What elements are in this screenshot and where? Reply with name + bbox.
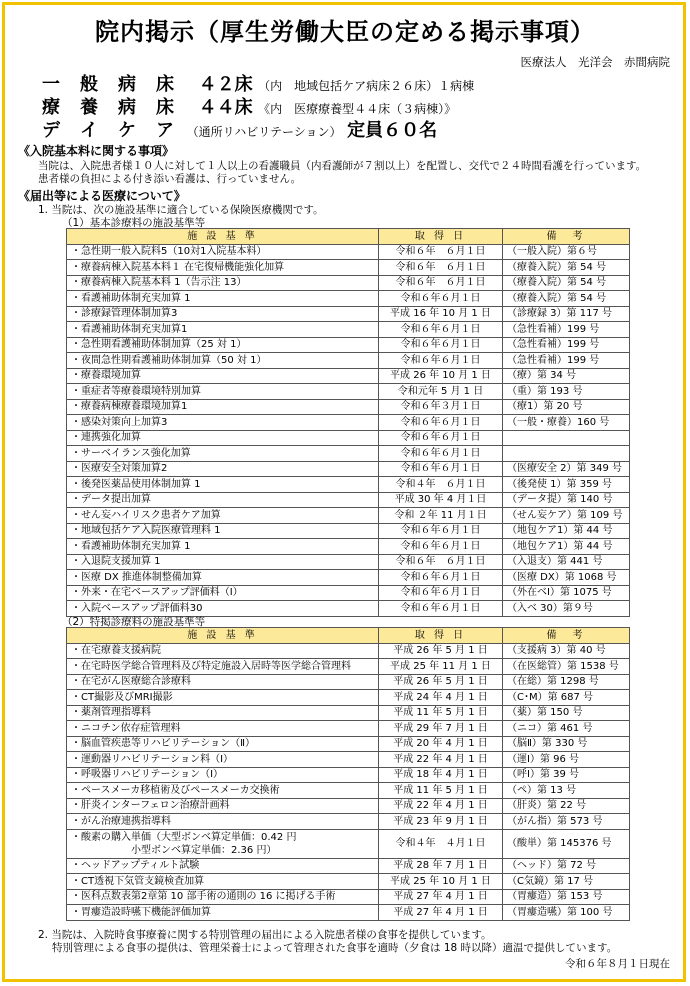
table-row bbox=[67, 889, 630, 905]
standard-cell: ・運動器リハビリテーション料（Ⅰ） bbox=[67, 752, 379, 768]
note-cell: （せん妄ケア）第 109 号 bbox=[503, 508, 630, 524]
table-row bbox=[67, 260, 630, 276]
note-cell: （ニコ）第 461 号 bbox=[503, 721, 630, 737]
standard-cell: ・CT撮影及びMRI撮影 bbox=[67, 690, 379, 706]
note-cell: （ヘッド）第 72 号 bbox=[503, 858, 630, 874]
date-cell: 平成 23 年 9 月 1 日 bbox=[379, 814, 503, 830]
header-note: 備 考 bbox=[503, 628, 630, 644]
table-row bbox=[67, 539, 630, 555]
note-cell: （ペ）第 13 号 bbox=[503, 783, 630, 799]
table-row bbox=[67, 399, 630, 415]
note-cell: （支援病 3）第 40 号 bbox=[503, 643, 630, 659]
header-date: 取 得 日 bbox=[379, 628, 503, 644]
date-cell: 令和６年６月１日 bbox=[379, 601, 503, 617]
standard-cell: ・ペースメーカ移植術及びペースメーカ交換術 bbox=[67, 783, 379, 799]
table-row bbox=[67, 829, 630, 858]
note-cell: （療養入院）第 54 号 bbox=[503, 260, 630, 276]
note-cell: （医療安全 2）第 349 号 bbox=[503, 461, 630, 477]
standard-cell: ・急性期一般入院料5（10対1入院基本料） bbox=[67, 244, 379, 260]
date-cell: 平成 22 年 4 月 1 日 bbox=[379, 798, 503, 814]
note-cell: （診療録 3）第 117 号 bbox=[503, 306, 630, 322]
table-row bbox=[67, 415, 630, 431]
table-row bbox=[67, 798, 630, 814]
table-row bbox=[67, 275, 630, 291]
date-cell: 令和６年 ６月１日 bbox=[379, 275, 503, 291]
note-cell: （急性看補）199 号 bbox=[503, 322, 630, 338]
note-cell: （がん指）第 573 号 bbox=[503, 814, 630, 830]
table-row bbox=[67, 874, 630, 890]
basic-table-title: （1）基本診療料の施設基準等 bbox=[62, 217, 206, 229]
standard-cell: ・療養病棟療養環境加算1 bbox=[67, 399, 379, 415]
header-date: 取 得 日 bbox=[379, 229, 503, 245]
date-cell: 平成 26 年 5 月 1 日 bbox=[379, 674, 503, 690]
standard-cell: ・薬剤管理指導料 bbox=[67, 705, 379, 721]
table-row bbox=[67, 814, 630, 830]
standard-cell: ・肝炎インターフェロン治療計画料 bbox=[67, 798, 379, 814]
header-standard: 施 設 基 準 bbox=[67, 628, 379, 644]
note-cell: （呼Ⅰ）第 39 号 bbox=[503, 767, 630, 783]
note-cell: （後発使 1）第 359 号 bbox=[503, 477, 630, 493]
inpatient-text-2: 患者様の負担による付き添い看護は、行っていません。 bbox=[38, 173, 302, 185]
standard-cell: ・がん治療連携指導料 bbox=[67, 814, 379, 830]
date-cell: 平成 16 年 10 月 1 日 bbox=[379, 306, 503, 322]
note-cell: （地包ケア1）第 44 号 bbox=[503, 523, 630, 539]
standard-cell: ・ニコチン依存症管理料 bbox=[67, 721, 379, 737]
daycare-label: デ イ ケ ア bbox=[42, 120, 175, 141]
date-cell: 平成 11 年 5 月 1 日 bbox=[379, 705, 503, 721]
date-cell: 平成 25 年 11 月 1 日 bbox=[379, 659, 503, 675]
note-cell: （療養入院）第 54 号 bbox=[503, 291, 630, 307]
table-row bbox=[67, 508, 630, 524]
date-cell: 令和６年６月１日 bbox=[379, 523, 503, 539]
standard-cell: ・入院ベースアップ評価料30 bbox=[67, 601, 379, 617]
table-row bbox=[67, 492, 630, 508]
standard-cell: ・胃瘻造設時嚥下機能評価加算 bbox=[67, 905, 379, 921]
note-cell: （外在ベⅠ）第 1075 号 bbox=[503, 585, 630, 601]
recuperative-bed-label: 療 養 病 床 bbox=[42, 97, 175, 118]
standard-cell bbox=[67, 829, 379, 858]
standard-cell: ・せん妄ハイリスク患者ケア加算 bbox=[67, 508, 379, 524]
standard-cell: ・在宅時医学総合管理料及び特定施設入居時等医学総合管理料 bbox=[67, 659, 379, 675]
table-row bbox=[67, 430, 630, 446]
date-cell: 令和６年６月１日 bbox=[379, 461, 503, 477]
standard-cell: ・急性期看護補助体制加算（25 対 1） bbox=[67, 337, 379, 353]
date-cell: 平成 20 年 4 月 1 日 bbox=[379, 736, 503, 752]
date-cell: 令和６年 ６月１日 bbox=[379, 260, 503, 276]
standard-cell: ・在宅がん医療総合診療料 bbox=[67, 674, 379, 690]
section-notification-heading: 《届出等による医療について》 bbox=[18, 189, 186, 203]
note-cell: （一般・療養）160 号 bbox=[503, 415, 630, 431]
note-cell: （C･M）第 687 号 bbox=[503, 690, 630, 706]
date-cell: 令和６年６月１日 bbox=[379, 539, 503, 555]
table-row bbox=[67, 368, 630, 384]
standard-cell: ・サーベイランス強化加算 bbox=[67, 446, 379, 462]
table-row bbox=[67, 905, 630, 921]
standard-cell: ・療養病棟入院基本料 1（告示注 13） bbox=[67, 275, 379, 291]
standard-cell: ・連携強化加算 bbox=[67, 430, 379, 446]
standard-cell: ・療養病棟入院基本料１ 在宅復帰機能強化加算 bbox=[67, 260, 379, 276]
standard-cell: ・脳血管疾患等リハビリテーション（Ⅱ） bbox=[67, 736, 379, 752]
page-title: 院内掲示（厚生労働大臣の定める掲示事項） bbox=[95, 18, 595, 46]
table-row bbox=[67, 244, 630, 260]
table-row bbox=[67, 783, 630, 799]
standard-cell: ・感染対策向上加算3 bbox=[67, 415, 379, 431]
standard-cell: ・後発医薬品使用体制加算 1 bbox=[67, 477, 379, 493]
header-note: 備 考 bbox=[503, 229, 630, 245]
standard-cell: ・夜間急性期看護補助体制加算（50 対 1） bbox=[67, 353, 379, 369]
table-row bbox=[67, 721, 630, 737]
standard-cell: ・医療安全対策加算2 bbox=[67, 461, 379, 477]
table-header-row bbox=[67, 628, 630, 644]
note-cell: （運Ⅰ）第 96 号 bbox=[503, 752, 630, 768]
date-cell: 令和６年３月１日 bbox=[379, 399, 503, 415]
note-cell bbox=[503, 446, 630, 462]
date-cell: 平成 11 年 5 月 1 日 bbox=[379, 783, 503, 799]
date-cell: 令和６年 ６月１日 bbox=[379, 554, 503, 570]
standard-cell: ・入退院支援加算 1 bbox=[67, 554, 379, 570]
note-cell: （療1）第 20 号 bbox=[503, 399, 630, 415]
table-row bbox=[67, 858, 630, 874]
table-row bbox=[67, 477, 630, 493]
date-cell: 令和元年 5 月 1 日 bbox=[379, 384, 503, 400]
note-cell: （胃瘻造）第 153 号 bbox=[503, 889, 630, 905]
general-bed-count: ４２床 bbox=[198, 74, 253, 95]
table-row bbox=[67, 736, 630, 752]
date-cell: 平成 28 年 7 月 1 日 bbox=[379, 858, 503, 874]
note-cell: （療養入院）第 54 号 bbox=[503, 275, 630, 291]
note-cell: （C気鏡）第 17 号 bbox=[503, 874, 630, 890]
date-cell: 令和６年６月１日 bbox=[379, 570, 503, 586]
note-cell: （療）第 34 号 bbox=[503, 368, 630, 384]
note-cell: （胃瘻造嚥）第 100 号 bbox=[503, 905, 630, 921]
note-cell: （急性看補）199 号 bbox=[503, 337, 630, 353]
meal-text-1: 2. 当院は、入院時食事療養に関する特別管理の届出による入院患者様の食事を提供しています。 bbox=[38, 929, 492, 941]
standard-cell: ・看護補助体制充実加算1 bbox=[67, 322, 379, 338]
date-cell: 令和６年６月１日 bbox=[379, 291, 503, 307]
note-cell: （データ提）第 140 号 bbox=[503, 492, 630, 508]
standard-cell: ・CT透視下気管支鏡検査加算 bbox=[67, 874, 379, 890]
date-cell: 令和６年 ６月１日 bbox=[379, 244, 503, 260]
standard-cell: ・療養環境加算 bbox=[67, 368, 379, 384]
table-row bbox=[67, 705, 630, 721]
note-cell: （在医総管）第 1538 号 bbox=[503, 659, 630, 675]
header-standard: 施 設 基 準 bbox=[67, 229, 379, 245]
special-table-title: （2）特掲診療料の施設基準等 bbox=[62, 616, 206, 628]
daycare-line bbox=[42, 116, 437, 142]
date-cell: 平成 27 年 4 月 1 日 bbox=[379, 889, 503, 905]
table-row bbox=[67, 585, 630, 601]
date-cell: 平成 26 年 10 月 1 日 bbox=[379, 368, 503, 384]
hospital-name: 医療法人 光洋会 赤間病院 bbox=[520, 55, 670, 69]
date-cell: 令和６年６月１日 bbox=[379, 322, 503, 338]
date-cell: 令和６年６月１日 bbox=[379, 353, 503, 369]
note-cell: （肝炎）第 22 号 bbox=[503, 798, 630, 814]
note-cell: （脳Ⅱ）第 330 号 bbox=[503, 736, 630, 752]
note-cell: （酸単）第 145376 号 bbox=[503, 829, 630, 858]
table-row bbox=[67, 674, 630, 690]
date-cell: 平成 26 年 5 月 1 日 bbox=[379, 643, 503, 659]
recuperative-bed-count: ４４床 bbox=[198, 97, 253, 118]
standard-cell: ・医科点数表第2章第 10 部手術の通則の 16 に掲げる手術 bbox=[67, 889, 379, 905]
note-cell: （在総）第 1298 号 bbox=[503, 674, 630, 690]
note-cell: （入ベ 30）第９号 bbox=[503, 601, 630, 617]
date-cell: 平成 25 年 10 月 1 日 bbox=[379, 874, 503, 890]
date-cell: 平成 22 年 4 月 1 日 bbox=[379, 752, 503, 768]
date-cell: 令和４年 ４月１日 bbox=[379, 829, 503, 858]
date-cell: 平成 30 年 4 月１日 bbox=[379, 492, 503, 508]
note-cell: （急性看補）199 号 bbox=[503, 353, 630, 369]
note-cell: （薬）第 150 号 bbox=[503, 705, 630, 721]
date-cell: 令和６年６月１日 bbox=[379, 337, 503, 353]
date-cell: 令和６年６月１日 bbox=[379, 446, 503, 462]
standard-cell: ・呼吸器リハビリテーション（Ⅰ） bbox=[67, 767, 379, 783]
note-cell: （地包ケア1）第 44 号 bbox=[503, 539, 630, 555]
date-cell: 平成 29 年 7 月 1 日 bbox=[379, 721, 503, 737]
date-cell: 平成 24 年 4 月 1 日 bbox=[379, 690, 503, 706]
inpatient-text-1: 当院は、入院患者様１０人に対して１人以上の看護職員（内看護師が７割以上）を配置し、交代で２４時間看護を行っています。 bbox=[38, 160, 647, 172]
table-row bbox=[67, 461, 630, 477]
table-header-row bbox=[67, 229, 630, 245]
standard-cell: ・ヘッドアップティルト試験 bbox=[67, 858, 379, 874]
basic-standards-table bbox=[66, 228, 630, 617]
table-row bbox=[67, 446, 630, 462]
table-row bbox=[67, 291, 630, 307]
date-cell: 令和４年 ６月１日 bbox=[379, 477, 503, 493]
footer-date: 令和６年８月１日現在 bbox=[565, 958, 670, 970]
table-row bbox=[67, 384, 630, 400]
note-cell: （入退支）第 441 号 bbox=[503, 554, 630, 570]
table-row bbox=[67, 554, 630, 570]
special-standards-table bbox=[66, 627, 630, 921]
standard-cell: ・看護補助体制充実加算 1 bbox=[67, 539, 379, 555]
standard-cell: ・地域包括ケア入院医療管理料 1 bbox=[67, 523, 379, 539]
table-row bbox=[67, 306, 630, 322]
table-row bbox=[67, 322, 630, 338]
daycare-detail: （通所リハビリテーション） bbox=[186, 125, 342, 139]
date-cell: 令和６年６月１日 bbox=[379, 585, 503, 601]
table-row bbox=[67, 353, 630, 369]
notification-intro: 1. 当院は、次の施設基準に適合している保険医療機関です。 bbox=[38, 204, 324, 216]
table-row bbox=[67, 767, 630, 783]
table-row bbox=[67, 523, 630, 539]
table-row bbox=[67, 659, 630, 675]
table-row bbox=[67, 337, 630, 353]
standard-cell: ・在宅療養支援病院 bbox=[67, 643, 379, 659]
note-cell: （医療 DX）第 1068 号 bbox=[503, 570, 630, 586]
standard-cell: ・重症者等療養環境特別加算 bbox=[67, 384, 379, 400]
recuperative-bed-detail: 《内 医療療養型４４床（３病棟）》 bbox=[258, 102, 457, 116]
standard-cell: ・診療録管理体制加算3 bbox=[67, 306, 379, 322]
table-row bbox=[67, 570, 630, 586]
general-bed-detail: （内 地域包括ケア病床２６床）１病棟 bbox=[258, 79, 475, 93]
standard-cell: ・データ提出加算 bbox=[67, 492, 379, 508]
daycare-capacity: 定員６０名 bbox=[347, 120, 438, 141]
section-inpatient-heading: 《入院基本料に関する事項》 bbox=[18, 144, 175, 158]
table-row bbox=[67, 643, 630, 659]
note-cell bbox=[503, 430, 630, 446]
date-cell: 平成 18 年 4 月 1 日 bbox=[379, 767, 503, 783]
date-cell: 令和６年６月１日 bbox=[379, 430, 503, 446]
date-cell: 令和６年６月１日 bbox=[379, 415, 503, 431]
standard-cell: ・看護補助体制充実加算 1 bbox=[67, 291, 379, 307]
standard-cell: ・外来・在宅ベースアップ評価料（Ⅰ） bbox=[67, 585, 379, 601]
oxygen-line-2: 小型ボンベ算定単価：2.36 円） bbox=[131, 844, 277, 856]
oxygen-line-1: ・酸素の購入単価（大型ボンベ算定単価：0.42 円 bbox=[71, 831, 297, 843]
table-row bbox=[67, 752, 630, 768]
meal-text-2: 特別管理による食事の提供は、管理栄養士によって管理された食事を適時（夕食は 18 時以降）適温で提供しています。 bbox=[52, 942, 618, 954]
general-bed-label: 一 般 病 床 bbox=[42, 74, 175, 95]
date-cell: 令和 ２年 11 月１日 bbox=[379, 508, 503, 524]
standard-cell: ・医療 DX 推進体制整備加算 bbox=[67, 570, 379, 586]
note-cell: （一般入院）第６号 bbox=[503, 244, 630, 260]
date-cell: 平成 27 年 4 月 1 日 bbox=[379, 905, 503, 921]
note-cell: （重）第 193 号 bbox=[503, 384, 630, 400]
table-row bbox=[67, 690, 630, 706]
